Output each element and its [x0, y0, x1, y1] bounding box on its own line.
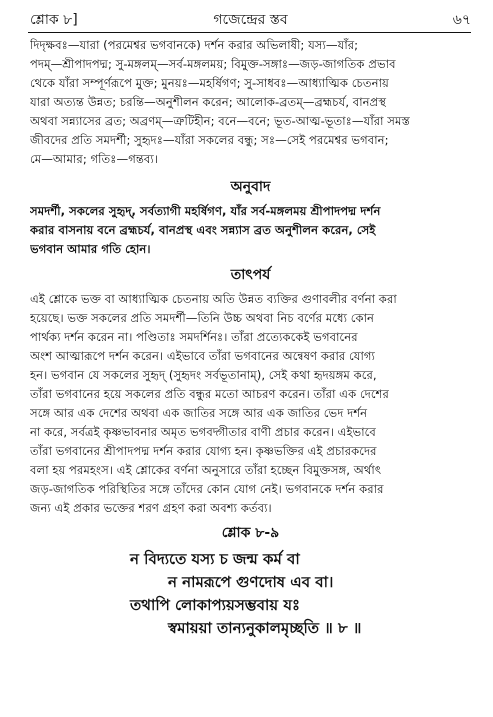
- purport-line: তাঁরা ভগবানের হয়ে সকলের প্রতি বন্ধুর মতো আচরণ করেন। তাঁরা এক দেশের: [30, 387, 389, 401]
- purport-line: হন। ভগবান যে সকলের সুহৃদ্ (সুহৃদং সর্বভূতানাম্), সেই কথা হৃদয়ঙ্গম করে,: [30, 368, 377, 382]
- translation-heading: অনুবাদ: [230, 179, 271, 195]
- header-rule: [28, 32, 471, 33]
- word-synonyms: [30, 36, 471, 169]
- purport-line: জড়-জাগতিক পরিস্থিতির সঙ্গে তাঁদের কোন যোগ নেই। ভগবানকে দর্শন করার: [30, 482, 384, 496]
- translation-text: [30, 202, 471, 259]
- translation-line: ভগবান আমার গতি হোন।: [30, 242, 151, 256]
- verse-line: ন বিদ্যতে যস্য চ জন্ম কর্ম বা: [130, 550, 300, 568]
- purport-line: তাঁরা ভগবানের শ্রীপাদপদ্ম দর্শন করার যোগ্য হন। কৃষ্ণভক্তির এই প্রচারকদের: [30, 444, 377, 458]
- sanskrit-verse: [30, 548, 471, 640]
- verse-line: ন নামরূপে গুণদোষ এব বা।: [168, 573, 334, 591]
- purport-heading: তাৎপর্য: [230, 267, 271, 283]
- page-header: [30, 8, 471, 30]
- purport-line: বলা হয় পরমহংস। এই শ্লোকের বর্ণনা অনুসারে তাঁরা হচ্ছেন বিমুক্তসঙ্গ, অর্থাৎ: [30, 463, 382, 477]
- synonyms-line: পদম্—শ্রীপাদপদ্ম; সু-মঙ্গলম্—সর্ব-মঙ্গলময়; বিমুক্ত-সঙ্গাঃ—জড়-জাগতিক প্রভাব: [30, 57, 396, 71]
- synonyms-line: যারা অত্যন্ত উন্নত; চরন্তি—অনুশীলন করেন; আলোক-ব্রতম্—ব্রহ্মচর্য, বানপ্রস্থ: [30, 95, 387, 109]
- purport-line: পার্থক্য দর্শন করেন না। পণ্ডিতাঃ সমদর্শিনঃ। তাঁরা প্রত্যেককেই ভগবানের: [30, 330, 358, 344]
- purport-line: জন্য এই প্রকার ভক্তের শরণ গ্রহণ করা অবশ্য কর্তব্য।: [30, 501, 272, 515]
- synonyms-line: থেকে যাঁরা সম্পূর্ণরূপে মুক্ত; মুনয়ঃ—মহর্ষিগণ; সু-সাধবঃ—আধ্যাত্মিক চেতনায়: [30, 76, 389, 90]
- purport-line: হয়েছে। ভক্ত সকলের প্রতি সমদর্শী—তিনি উচ্চ অথবা নিচ বর্ণের মধ্যে কোন: [30, 311, 374, 325]
- verse-line: স্বমায়য়া তান্যনুকালমৃচ্ছতি ॥ ৮ ॥: [168, 619, 362, 637]
- synonyms-line: মে—আমার; গতিঃ—গন্তব্য।: [30, 152, 158, 166]
- verse-line: তথাপি লোকাপ্যয়সম্ভবায় যঃ: [130, 596, 301, 614]
- translation-line: সমদর্শী, সকলের সুহৃদ্, সর্বত্যাগী মহর্ষিগণ, যাঁর সর্ব-মঙ্গলময় শ্রীপাদপদ্ম দর্শন: [30, 204, 381, 218]
- header-page-number: ৬৭: [452, 12, 471, 28]
- header-verse-reference: শ্লোক ৮]: [30, 12, 78, 28]
- translation-line: করার বাসনায় বনে ব্রহ্মচর্য, বানপ্রস্থ এবং সন্ন্যাস ব্রত অনুশীলন করেন, সেই: [30, 223, 376, 237]
- verse-number: শ্লোক ৮-৯: [221, 525, 280, 541]
- purport-line: না করে, সর্বত্রই কৃষ্ণভাবনার অমৃত ভগবদ্গীতার বাণী প্রচার করেন। এইভাবে: [30, 425, 376, 439]
- purport-text: [30, 290, 471, 518]
- header-chapter-title: গজেন্দ্রের স্তব: [213, 12, 288, 28]
- synonyms-line: দিদৃক্ষবঃ—যারা (পরমেশ্বর ভগবানকে) দর্শন করার অভিলাষী; যস্য—যাঁর;: [30, 38, 359, 52]
- purport-line: অংশ আত্মারূপে দর্শন করেন। এইভাবে তাঁরা ভগবানের অন্বেষণ করার যোগ্য: [30, 349, 375, 363]
- synonyms-line: জীবদের প্রতি সমদর্শী; সুহৃদঃ—যাঁরা সকলের বন্ধু; সঃ—সেই পরমেশ্বর ভগবান;: [30, 133, 389, 147]
- purport-line: এই শ্লোকে ভক্ত বা আধ্যাত্মিক চেতনায় অতি উন্নত ব্যক্তির গুণাবলীর বর্ণনা করা: [30, 292, 397, 306]
- synonyms-line: অথবা সন্ন্যাসের ব্রত; অব্রণম্—ত্রুটিহীন; বনে—বনে; ভূত-আত্ম-ভূতাঃ—যাঁরা সমস্ত: [30, 114, 410, 128]
- purport-line: সঙ্গে আর এক দেশের অথবা এক জাতির সঙ্গে আর এক জাতির ভেদ দর্শন: [30, 406, 368, 420]
